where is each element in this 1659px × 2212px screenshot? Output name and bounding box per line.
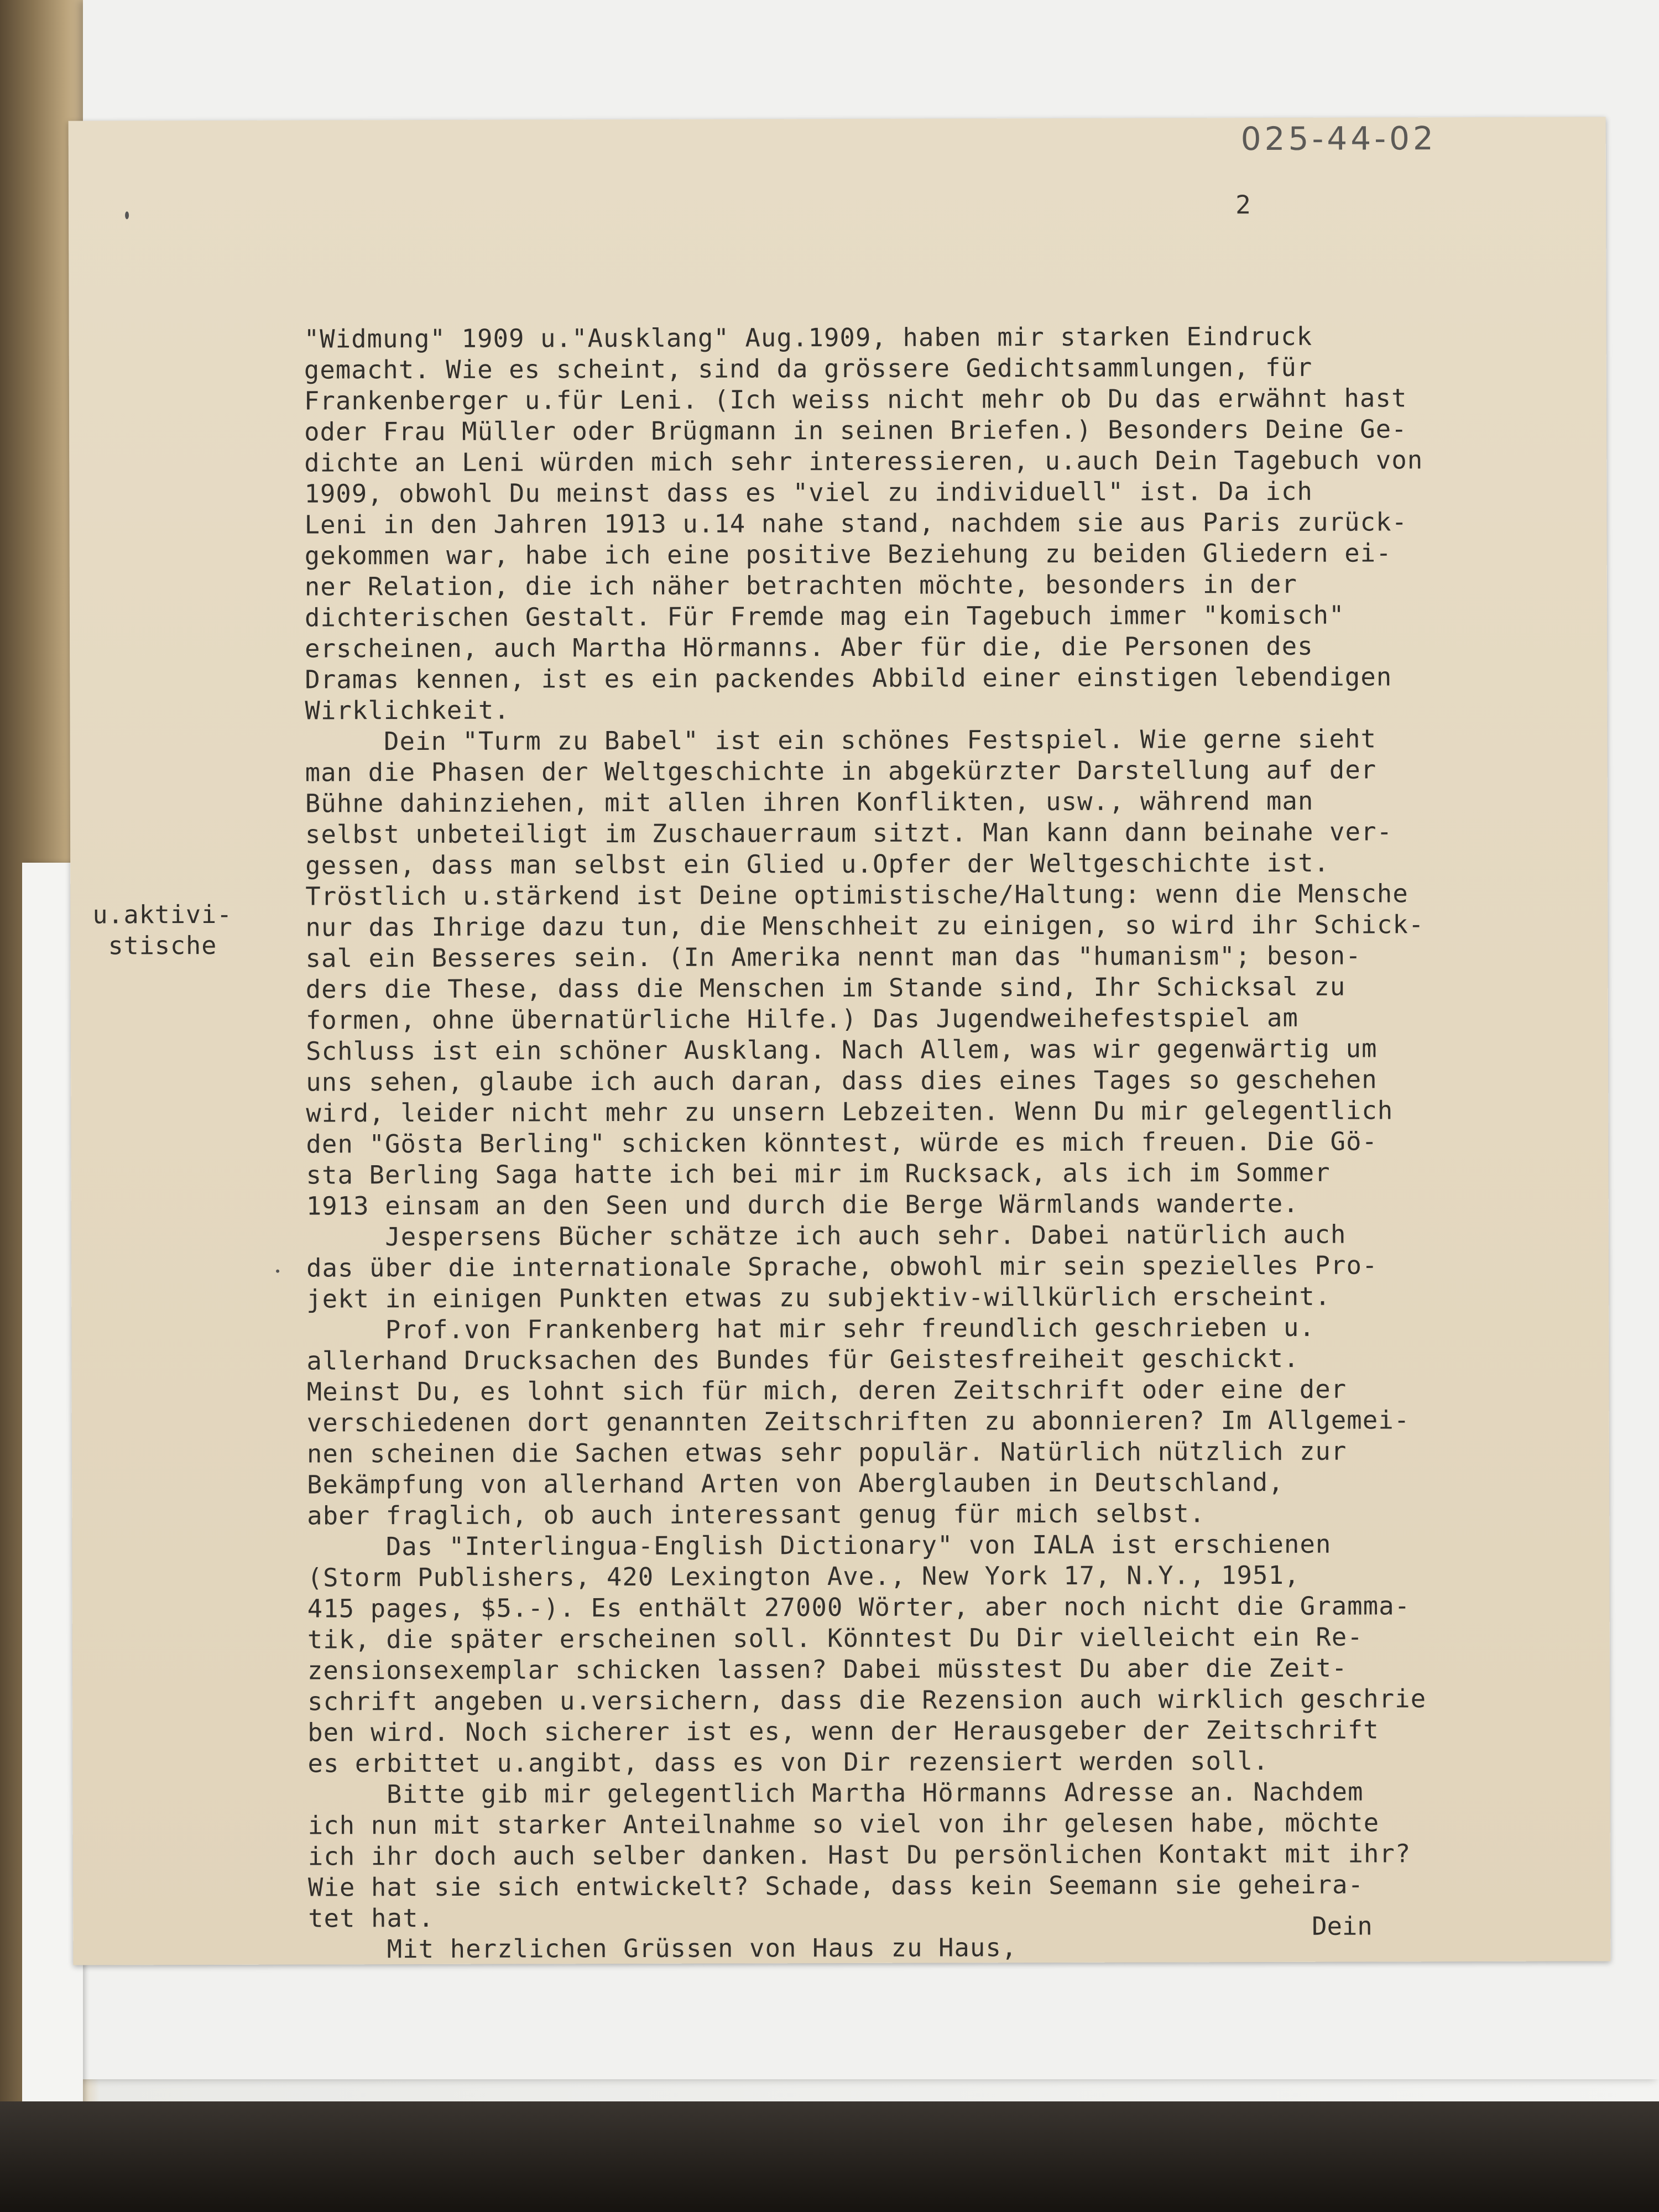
- letter-line: Dein "Turm zu Babel" ist ein schönes Festspiel. Wie gerne sieht: [305, 724, 1377, 757]
- letter-line: "Widmung" 1909 u."Ausklang" Aug.1909, haben mir starken Eindruck: [304, 321, 1313, 354]
- letter-line: formen, ohne übernatürliche Hilfe.) Das Jugendweihefestspiel am: [305, 1003, 1299, 1035]
- letter-line: 1909, obwohl Du meinst dass es "viel zu individuell" ist. Da ich: [304, 476, 1313, 509]
- letter-line: Prof.von Frankenberg hat mir sehr freundlich geschrieben u.: [306, 1312, 1316, 1345]
- letter-line: 415 pages, $5.-). Es enthält 27000 Wörter, aber noch nicht die Gramma-: [307, 1591, 1411, 1624]
- letter-line: 1913 einsam an den Seen und durch die Berge Wärmlands wanderte.: [306, 1188, 1299, 1221]
- closing-signature: Dein: [1312, 1911, 1373, 1941]
- letter-line: uns sehen, glaube ich auch daran, dass dies eines Tages so geschehen: [306, 1065, 1378, 1097]
- punch-mark: [125, 211, 129, 219]
- letter-line: Frankenberger u.für Leni. (Ich weiss nicht mehr ob Du das erwähnt hast: [304, 383, 1407, 416]
- letter-line: oder Frau Müller oder Brügmann in seinen Briefen.) Besonders Deine Ge-: [304, 414, 1407, 447]
- letter-line: Jespersens Bücher schätze ich auch sehr. Dabei natürlich auch: [306, 1219, 1347, 1252]
- letter-line: sal ein Besseres sein. (In Amerika nennt man das "humanism"; beson-: [305, 941, 1361, 973]
- letter-line: Tröstlich u.stärkend ist Deine optimistische/Haltung: wenn die Mensche: [305, 879, 1408, 911]
- letter-line: Mit herzlichen Grüssen von Haus zu Haus,: [308, 1933, 1018, 1964]
- letter-line: allerhand Drucksachen des Bundes für Geistesfreiheit geschickt.: [306, 1343, 1300, 1376]
- letter-line: Bekämpfung von allerhand Arten von Aberglauben in Deutschland,: [307, 1467, 1284, 1500]
- letter-line: das über die internationale Sprache, obwohl mir sein spezielles Pro-: [306, 1250, 1378, 1283]
- letter-line: es erbittet u.angibt, dass es von Dir rezensiert werden soll.: [307, 1746, 1269, 1778]
- letter-line: gekommen war, habe ich eine positive Beziehung zu beiden Gliedern ei-: [304, 538, 1392, 571]
- letter-line: Das "Interlingua-English Dictionary" von IALA ist erschienen: [307, 1529, 1332, 1562]
- archive-number: 025-44-02: [1240, 119, 1437, 158]
- letter-line: zensionsexemplar schicken lassen? Dabei müsstest Du aber die Zeit-: [307, 1653, 1348, 1686]
- page-number: 2: [1235, 190, 1251, 220]
- letter-line: Bitte gib mir gelegentlich Martha Hörmanns Adresse an. Nachdem: [307, 1777, 1364, 1809]
- letter-line: schrift angeben u.versichern, dass die Rezension auch wirklich geschrie: [307, 1684, 1427, 1717]
- letter-line: dichte an Leni würden mich sehr interessieren, u.auch Dein Tagebuch von: [304, 445, 1423, 478]
- letter-line: Dramas kennen, ist es ein packendes Abbild einer einstigen lebendigen: [305, 662, 1392, 695]
- letter-line: ich nun mit starker Anteilnahme so viel von ihr gelesen habe, möchte: [307, 1808, 1380, 1840]
- letter-line: ders die These, dass die Menschen im Stande sind, Ihr Schicksal zu: [305, 972, 1346, 1004]
- letter-line: erscheinen, auch Martha Hörmanns. Aber für die, die Personen des: [305, 631, 1313, 664]
- letter-line: selbst unbeteiligt im Zuschauerraum sitzt. Man kann dann beinahe ver-: [305, 817, 1393, 849]
- letter-line: man die Phasen der Weltgeschichte in abgekürzter Darstellung auf der: [305, 755, 1377, 787]
- letter-line: nen scheinen die Sachen etwas sehr populär. Natürlich nützlich zur: [306, 1436, 1347, 1469]
- letter-line: den "Gösta Berling" schicken könntest, würde es mich freuen. Die Gö-: [306, 1126, 1378, 1159]
- letter-line: (Storm Publishers, 420 Lexington Ave., New York 17, N.Y., 1951,: [307, 1560, 1300, 1593]
- letter-line: Bühne dahinziehen, mit allen ihren Konflikten, usw., während man: [305, 786, 1314, 818]
- letter-line: Schluss ist ein schöner Ausklang. Nach Allem, was wir gegenwärtig um: [305, 1034, 1378, 1066]
- letter-line: Meinst Du, es lohnt sich für mich, deren Zeitschrift oder eine der: [306, 1374, 1347, 1407]
- letter-line: ich ihr doch auch selber danken. Hast Du persönlichen Kontakt mit ihr?: [307, 1839, 1411, 1871]
- letter-line: ner Relation, die ich näher betrachten möchte, besonders in der: [304, 569, 1297, 602]
- letter-line: ben wird. Noch sicherer ist es, wenn der Herausgeber der Zeitschrift: [307, 1715, 1379, 1747]
- letter-body: [304, 321, 1427, 1965]
- letter-line: gemacht. Wie es scheint, sind da grössere Gedichtsammlungen, für: [304, 352, 1313, 385]
- letter-line: dichterischen Gestalt. Für Fremde mag ein Tagebuch immer "komisch": [304, 600, 1345, 633]
- letter-line: Wie hat sie sich entwickelt? Schade, dass kein Seemann sie geheira-: [307, 1870, 1364, 1902]
- margin-note: u.aktivi- stische: [92, 899, 233, 961]
- letter-line: Wirklichkeit.: [305, 695, 510, 726]
- letter-line: gessen, dass man selbst ein Glied u.Opfer der Weltgeschichte ist.: [305, 848, 1330, 880]
- letter-line: Leni in den Jahren 1913 u.14 nahe stand, nachdem sie aus Paris zurück-: [304, 507, 1408, 540]
- letter-line: sta Berling Saga hatte ich bei mir im Rucksack, als ich im Sommer: [306, 1157, 1331, 1190]
- table-surface: [0, 2101, 1659, 2212]
- typed-letter-page: [69, 117, 1611, 1965]
- letter-line: tet hat.: [308, 1903, 435, 1933]
- letter-line: jekt in einigen Punkten etwas zu subjektiv-willkürlich erscheint.: [306, 1281, 1331, 1314]
- punch-mark: [276, 1270, 279, 1273]
- letter-line: wird, leider nicht mehr zu unsern Lebzeiten. Wenn Du mir gelegentlich: [306, 1095, 1394, 1128]
- letter-line: tik, die später erscheinen soll. Könntest Du Dir vielleicht ein Re-: [307, 1622, 1363, 1655]
- letter-line: verschiedenen dort genannten Zeitschriften zu abonnieren? Im Allgemei-: [306, 1405, 1410, 1438]
- letter-line: nur das Ihrige dazu tun, die Menschheit zu einigen, so wird ihr Schick-: [305, 910, 1425, 942]
- letter-line: aber fraglich, ob auch interessant genug für mich selbst.: [307, 1499, 1206, 1531]
